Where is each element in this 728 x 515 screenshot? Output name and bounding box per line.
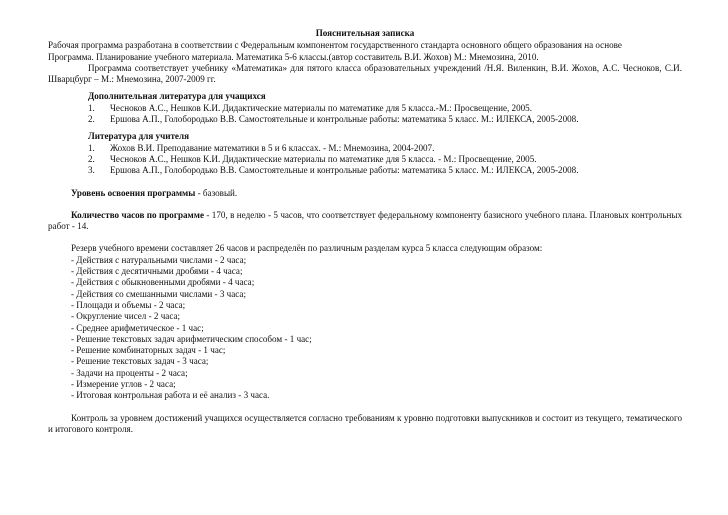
list-item: - Действия с десятичными дробями - 4 часа;: [71, 266, 243, 277]
control-paragraph: Контроль за уровнем достижений учащихся осуществляется согласно требованиям к уровню подготовки выпускников и состоит из текущего, тематического и итогового контроля.: [48, 412, 682, 434]
list-item: 1. Чесноков А.С., Нешков К.И. Дидактические материалы по математике для 5 класса.-М.: Просвещение, 2005.: [88, 102, 532, 113]
hours-label: Количество часов по программе: [71, 209, 204, 220]
list-item: - Решение комбинаторных задач - 1 час;: [71, 345, 226, 356]
hours-paragraph: [48, 210, 682, 233]
list-item: - Решение текстовых задач - 3 часа;: [71, 356, 209, 367]
list-item: - Задачи на проценты - 2 часа;: [71, 367, 188, 378]
document-title: Пояснительная записка: [315, 28, 415, 38]
intro-line-2: Программа. Планирование учебного материала. Математика 5-6 классы.(автор составитель В.И. Жохов) М.: Мнемозина, 2010.: [48, 51, 539, 62]
level-value: - базовый.: [195, 187, 238, 198]
list-item: 2. Чесноков А.С., Нешков К.И. Дидактические материалы по математике для 5 класса. - М.: Просвещение, 2005.: [88, 153, 537, 164]
list-item: - Итоговая контрольная работа и её анализ - 3 часа.: [71, 390, 270, 401]
hours-value: - 170, в неделю - 5 часов, что соответствует федеральному компоненту базисного учебного плана. Плановых контрольных работ - 14.: [48, 209, 683, 232]
list-item: - Действия с обыкновенными дробями - 4 часа;: [71, 277, 255, 288]
reserve-list: [48, 255, 682, 402]
intro-line-1: Рабочая программа разработана в соответствии с Федеральным компонентом государственного стандарта основного общего образования на основе: [48, 40, 622, 51]
level-paragraph: [48, 188, 682, 199]
list-item: - Округление чисел - 2 часа;: [71, 311, 181, 322]
textbook-paragraph: Программа соответствует учебнику «Математика» для пятого класса образовательных учреждений /Н.Я. Виленкин, В.И. Жохов, А.С. Чесноков, С.И. Шварцбург – М.: Мнемозина, 2007-2009 гг.: [48, 62, 682, 85]
list-item: - Действия с натуральными числами - 2 часа;: [71, 254, 247, 265]
teacher-literature-list: [48, 143, 682, 177]
list-item: - Площади и объемы - 2 часа;: [71, 299, 186, 310]
students-literature-list: [48, 103, 682, 126]
list-item: 1. Жохов В.И. Преподавание математики в 5 и 6 классах. - М.: Мнемозина, 2004-2007.: [88, 142, 435, 153]
list-item: 3. Ершова А.П., Голобородько В.В. Самостоятельные и контрольные работы: математика 5 класс. М.: ИЛЕКСА, 2005-2008.: [88, 165, 579, 176]
document-page: [48, 28, 682, 435]
list-item: - Решение текстовых задач арифметическим способом - 1 час;: [71, 333, 312, 344]
list-item: - Среднее арифметическое - 1 час;: [71, 322, 204, 333]
list-item: 2. Ершова А.П., Голобородько В.В. Самостоятельные и контрольные работы: математика 5 класс. М.: ИЛЕКСА, 2005-2008.: [88, 114, 579, 125]
teacher-literature-heading: Литература для учителя: [88, 131, 189, 142]
list-item: - Измерение углов - 2 часа;: [71, 379, 176, 390]
students-literature-heading: Дополнительная литература для учащихся: [88, 91, 266, 102]
level-label: Уровень освоения программы: [71, 187, 196, 198]
reserve-intro: Резерв учебного времени составляет 26 часов и распределён по различным разделам курса 5 класса следующим образом:: [71, 243, 543, 254]
list-item: - Действия со смешанными числами - 3 часа;: [71, 288, 246, 299]
